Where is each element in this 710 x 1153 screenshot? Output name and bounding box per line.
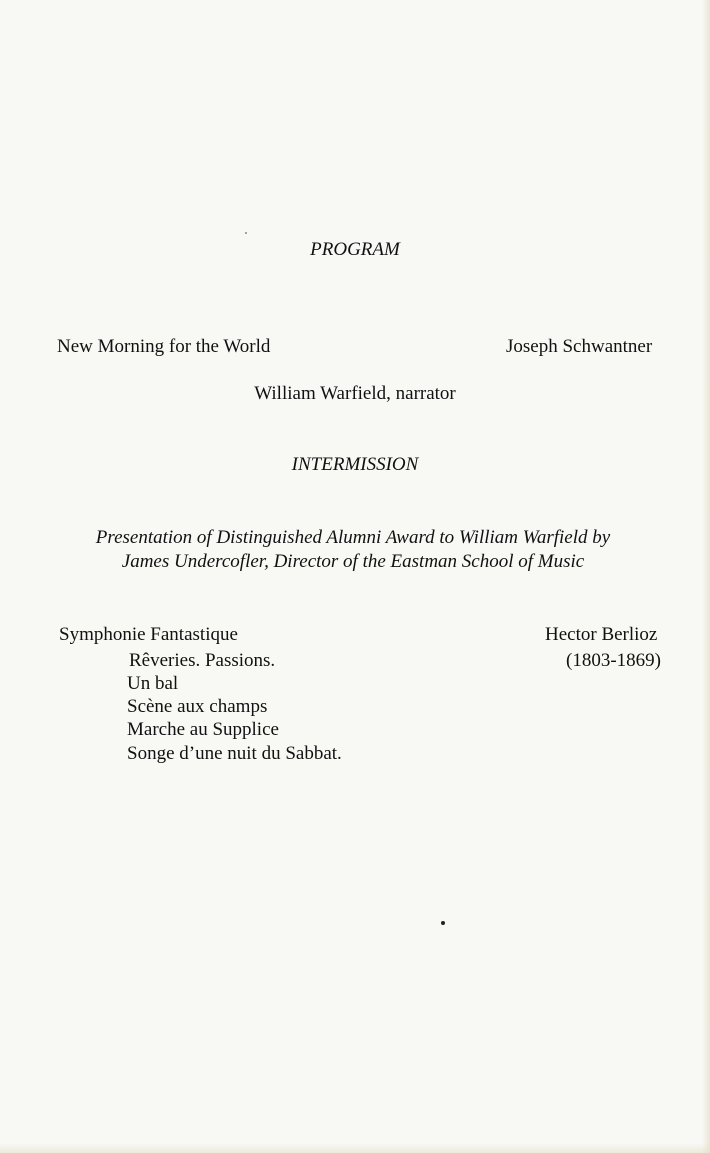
movement-item: Songe d’une nuit du Sabbat. [127,743,342,764]
presentation-line-2: James Undercofler, Director of the Eastman School of Music [121,551,585,572]
program-heading: PROGRAM [310,239,400,260]
piece1-composer: Joseph Schwantner [506,336,653,357]
movement-item: Marche au Supplice [127,719,279,740]
movement-item: Un bal [127,673,179,694]
intermission-label: INTERMISSION [291,454,419,475]
piece2-title: Symphonie Fantastique [59,624,238,645]
movement-item: Rêveries. Passions. [129,650,276,671]
piece2-composer-dates: (1803-1869) [566,650,661,671]
piece1-title: New Morning for the World [57,336,271,357]
piece2-composer: Hector Berlioz [545,624,658,645]
page-bottom-shadow [0,1143,710,1153]
piece1-performer: William Warfield, narrator [254,383,456,404]
presentation-line-1: Presentation of Distinguished Alumni Award to William Warfield by [95,527,611,548]
ink-speck [441,921,445,925]
ink-speck [245,232,247,234]
page-edge-shadow [702,0,710,1153]
movement-item: Scène aux champs [127,696,268,717]
